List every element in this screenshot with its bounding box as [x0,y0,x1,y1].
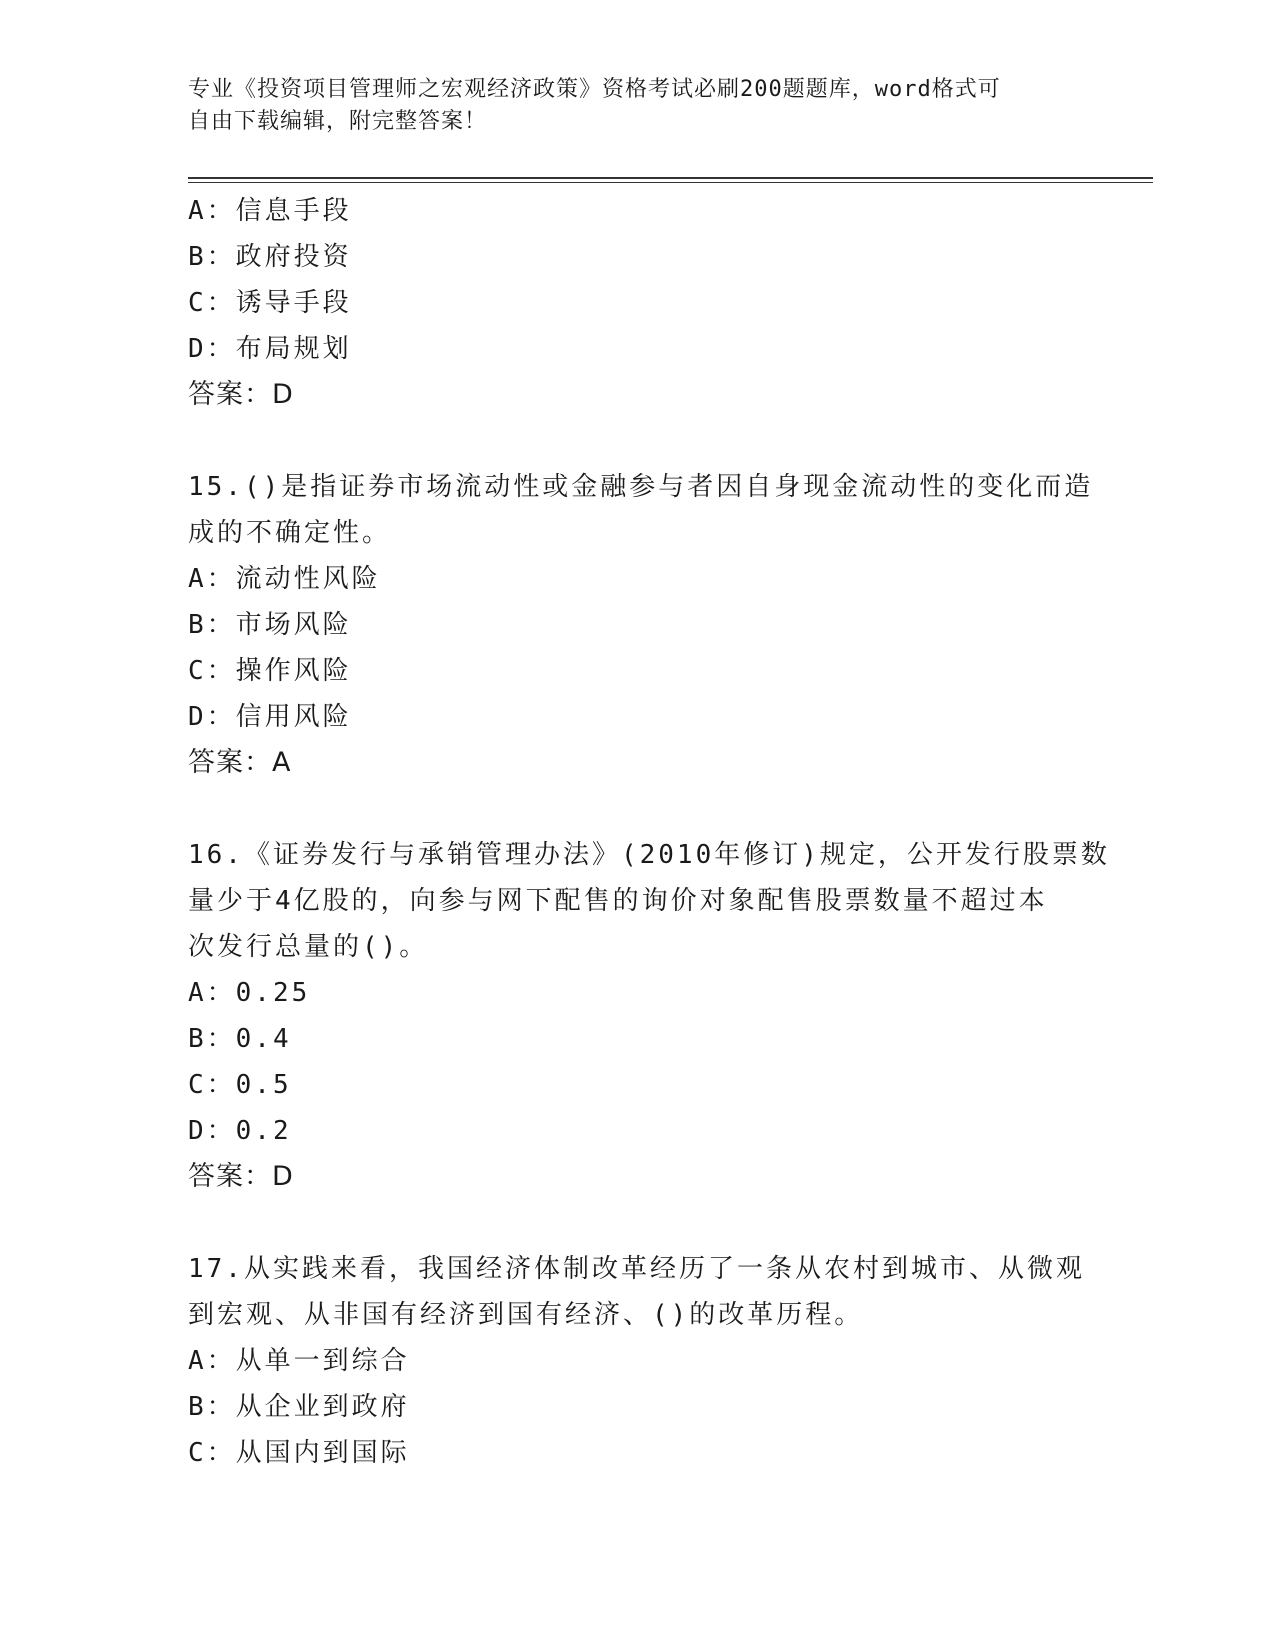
question-stem-line: 量少于4亿股的，向参与网下配售的询价对象配售股票数量不超过本 [188,886,1048,916]
question-stem-line: 次发行总量的()。 [188,932,429,962]
option-b: B：0.4 [188,1024,292,1054]
option-c: C：诱导手段 [188,288,352,318]
option-c: C：操作风险 [188,656,352,686]
spacer [188,786,1088,832]
option-b: B：从企业到政府 [188,1392,410,1422]
spacer [188,1200,1088,1246]
question-15 [188,464,1094,786]
page-header [188,74,1068,138]
answer: 答案：D [188,1161,294,1192]
option-d: D：信用风险 [188,702,352,732]
question-stem-line: 15.()是指证券市场流动性或金融参与者因自身现金流动性的变化而造 [188,472,1094,502]
question-stem-line: 到宏观、从非国有经济到国有经济、()的改革历程。 [188,1300,864,1330]
answer: 答案：A [188,747,292,778]
option-a: A：信息手段 [188,196,352,226]
option-c: C：0.5 [188,1070,292,1100]
spacer [188,418,1088,464]
header-title-line-1: 专业《投资项目管理师之宏观经济政策》资格考试必刷200题题库，word格式可 [188,77,1001,102]
option-a: A：从单一到综合 [188,1346,410,1376]
option-b: B：市场风险 [188,610,352,640]
option-b: B：政府投资 [188,242,352,272]
option-c: C：从国内到国际 [188,1438,410,1468]
question-stem-line: 16.《证券发行与承销管理办法》(2010年修订)规定，公开发行股票数 [188,840,1110,870]
answer: 答案：D [188,379,294,410]
option-a: A：0.25 [188,978,311,1008]
question-17 [188,1246,1088,1476]
option-a: A：流动性风险 [188,564,381,594]
header-title-line-2: 自由下载编辑，附完整答案！ [188,109,488,134]
header-divider [188,177,1153,183]
option-d: D：0.2 [188,1116,292,1146]
question-content [188,188,1110,1476]
question-16 [188,832,1110,1200]
question-stem-line: 成的不确定性。 [188,518,392,548]
prev-question [188,188,1088,418]
option-d: D：布局规划 [188,334,352,364]
question-stem-line: 17.从实践来看，我国经济体制改革经历了一条从农村到城市、从微观 [188,1254,1085,1284]
